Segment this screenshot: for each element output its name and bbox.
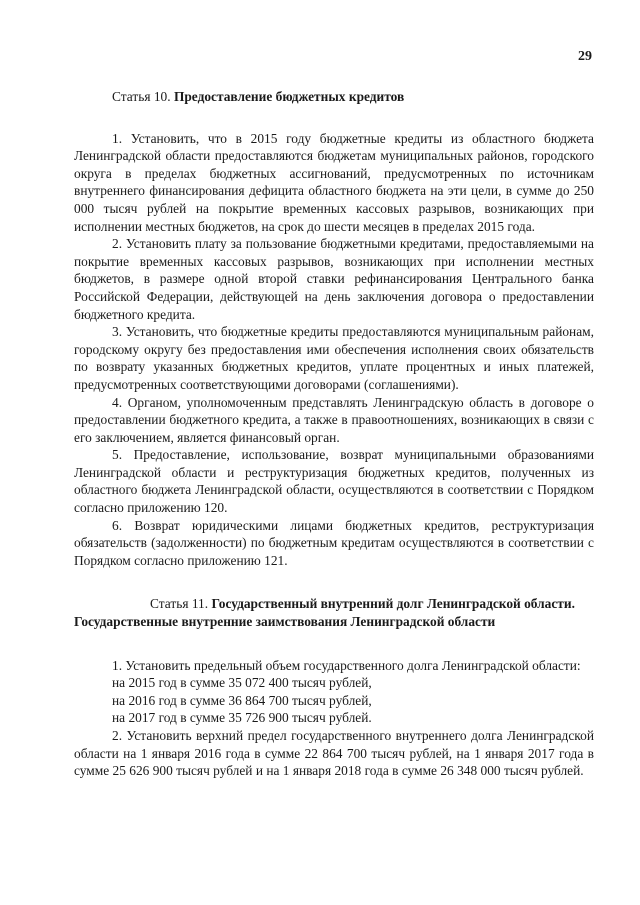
article-10-paragraph-1: 1. Установить, что в 2015 году бюджетные кредиты из областного бюджета Ленинградской области предоставляются бюджетам муниципальных районов, городского округа в пределах бюджетных ассигнований, предусмотренных по источникам внутреннего финансирования дефицита областного бюджета на эти цели, в сумме до 250 000 тысяч рублей на покрытие временных кассовых разрывов, возникающих при исполнении местных бюджетов, на срок до шести месяцев в пределах 2015 года. xyxy=(74,130,594,234)
article-10-heading xyxy=(74,88,594,106)
article-11-paragraph-1: 1. Установить предельный объем государственного долга Ленинградской области: xyxy=(112,657,581,673)
article-10-paragraph-6: 6. Возврат юридическими лицами бюджетных кредитов, реструктуризация обязательств (задолженности) по бюджетным кредитам осуществляются в соответствии с Порядком согласно приложению 121. xyxy=(74,517,594,568)
article-11-title-line-2: Государственные внутренние заимствования Ленинградской области xyxy=(74,614,496,630)
debt-limit-2017: на 2017 год в сумме 35 726 900 тысяч рублей. xyxy=(112,710,372,726)
article-10-title: Предоставление бюджетных кредитов xyxy=(173,89,405,104)
article-10-prefix: Статья 10. xyxy=(112,89,171,104)
page-number: 29 xyxy=(578,49,592,64)
article-10-paragraph-4: 4. Органом, уполномоченным представлять Ленинградскую область в договоре о предоставлении бюджетного кредита, а также в правоотношениях, возникающих в связи с его заключением, является финансовый орган. xyxy=(74,394,594,445)
article-11-paragraph-2: 2. Установить верхний предел государственного внутреннего долга Ленинградской области на 1 января 2016 года в сумме 22 864 700 тысяч рублей, на 1 января 2017 года в сумме 25 626 900 тысяч рублей и на 1 января 2018 года в сумме 26 348 000 тысяч рублей. xyxy=(74,728,594,779)
article-10-paragraph-2: 2. Установить плату за пользование бюджетными кредитами, предоставляемыми на покрытие временных кассовых разрывов, возникающих при исполнении местных бюджетов, в размере одной второй ставки рефинансирования Центрального банка Российской Федерации, действующей на день заключения договора о предоставлении бюджетного кредита. xyxy=(74,236,594,322)
debt-limit-2015: на 2015 год в сумме 35 072 400 тысяч рублей, xyxy=(112,675,372,691)
article-11-heading xyxy=(74,595,594,630)
document-body xyxy=(74,88,594,780)
article-10-paragraph-5: 5. Предоставление, использование, возврат муниципальными образованиями Ленинградской области и реструктуризация бюджетных кредитов, полученных из областного бюджета Ленинградской области, осуществляются в соответствии с Порядком согласно приложению 120. xyxy=(74,447,594,516)
debt-limit-2016: на 2016 год в сумме 36 864 700 тысяч рублей, xyxy=(112,692,372,708)
article-10-paragraph-3: 3. Установить, что бюджетные кредиты предоставляются муниципальным районам, городскому округу без предоставления ими обеспечения исполнения своих обязательств по возврату указанных бюджетных кредитов, уплате процентных и иных платежей, предусмотренных соответствующими договорами (соглашениями). xyxy=(74,324,594,392)
article-11-prefix: Статья 11. xyxy=(150,596,209,612)
article-11-title-line-1: Государственный внутренний долг Ленинградской области. xyxy=(211,596,575,612)
